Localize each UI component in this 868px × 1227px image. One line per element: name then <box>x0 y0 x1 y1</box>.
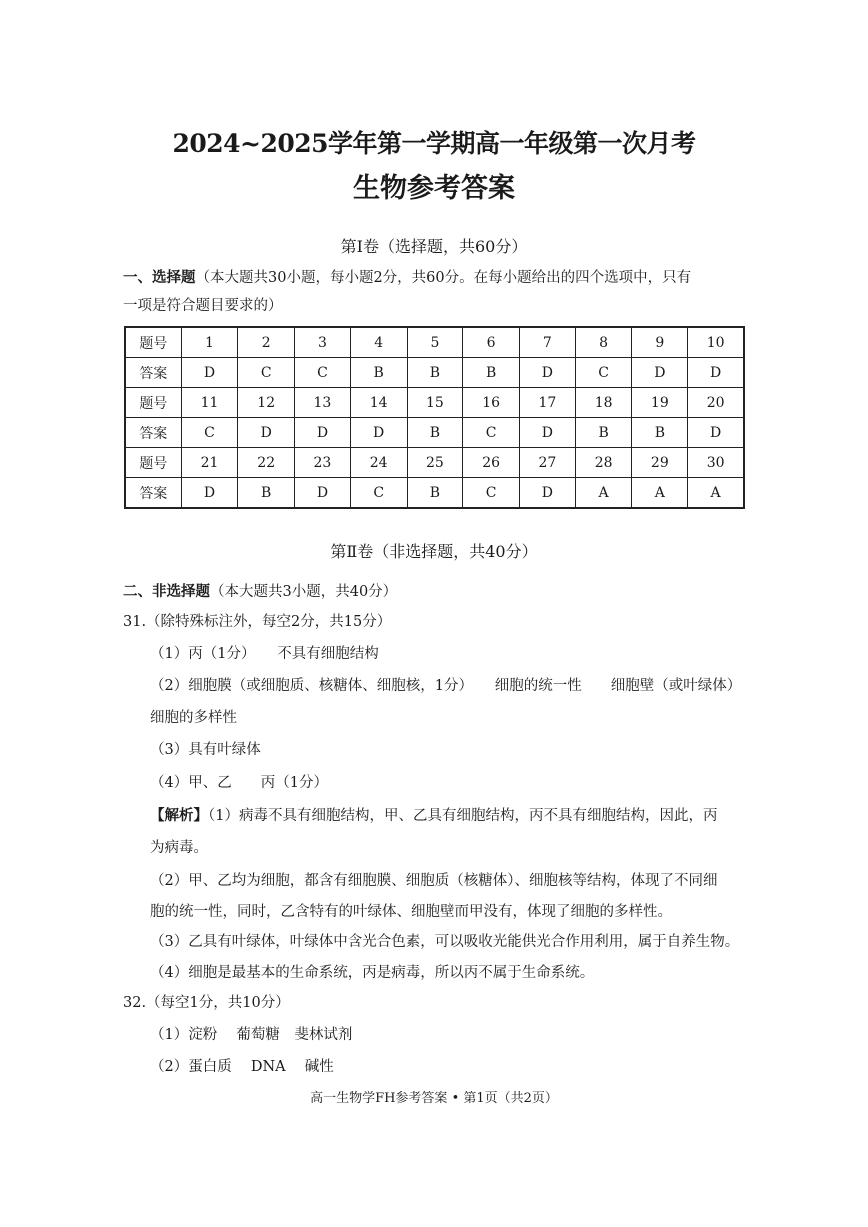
part1-instr-label: 一、选择题 <box>123 269 196 286</box>
q31-answer-2-line1: （2）细胞膜（或细胞质、核糖体、细胞核，1分） 细胞的统一性 细胞壁（或叶绿体） <box>150 678 742 694</box>
table-row <box>125 448 744 478</box>
table-row <box>125 358 744 388</box>
table-cell: D <box>181 358 238 388</box>
table-cell: 24 <box>350 448 407 478</box>
table-cell: 19 <box>632 388 688 418</box>
row-header-cell: 答案 <box>125 358 181 388</box>
q31-heading: 31.（除特殊标注外，每空2分，共15分） <box>123 614 392 630</box>
q31-explanation-1 <box>150 806 717 826</box>
table-cell: 23 <box>295 448 351 478</box>
table-row <box>125 478 744 509</box>
table-cell: B <box>575 418 632 448</box>
table-cell: D <box>688 358 744 388</box>
part1-heading: 第Ⅰ卷（选择题，共60分） <box>340 237 528 256</box>
table-cell: D <box>181 478 238 509</box>
table-cell: B <box>463 358 520 388</box>
table-cell: D <box>688 418 744 448</box>
table-cell: A <box>688 478 744 509</box>
part1-instr-text: （本大题共30小题，每小题2分，共60分。在每小题给出的四个选项中，只有 <box>195 270 692 286</box>
table-cell: B <box>632 418 688 448</box>
table-cell: A <box>632 478 688 509</box>
part1-instr-line2: 一项是符合题目要求的） <box>123 298 283 314</box>
table-cell: 28 <box>575 448 632 478</box>
table-cell: 17 <box>520 388 576 418</box>
table-cell: C <box>463 478 520 509</box>
table-cell: 21 <box>181 448 238 478</box>
table-cell: 6 <box>463 327 520 358</box>
table-cell: 4 <box>350 327 407 358</box>
table-cell: D <box>520 358 576 388</box>
q31-expl-1a: （1）病毒不具有细胞结构，甲、乙具有细胞结构，丙不具有细胞结构，因此，丙 <box>208 808 718 824</box>
table-row <box>125 327 744 358</box>
table-cell: 29 <box>632 448 688 478</box>
table-cell: A <box>575 478 632 509</box>
table-cell: 11 <box>181 388 238 418</box>
table-row <box>125 418 744 448</box>
table-cell: 13 <box>295 388 351 418</box>
table-cell: B <box>238 478 295 509</box>
q31-explanation-2b: 胞的统一性，同时，乙含特有的叶绿体、细胞壁而甲没有，体现了细胞的多样性。 <box>150 904 672 920</box>
table-cell: B <box>407 418 463 448</box>
q32-answer-2: （2）蛋白质 DNA 碱性 <box>150 1059 334 1075</box>
page-footer: 高一生物学FH参考答案 • 第1页（共2页） <box>310 1091 558 1106</box>
table-cell: 7 <box>520 327 576 358</box>
table-cell: B <box>407 478 463 509</box>
exam-title: 2024~2025学年第一学期高一年级第一次月考 <box>172 129 696 158</box>
table-cell: 8 <box>575 327 632 358</box>
part2-instr-text: （本大题共3小题，共40分） <box>210 584 398 600</box>
table-cell: C <box>238 358 295 388</box>
table-cell: D <box>295 478 351 509</box>
table-cell: 25 <box>407 448 463 478</box>
table-cell: 14 <box>350 388 407 418</box>
q31-answer-3: （3）具有叶绿体 <box>150 742 261 758</box>
table-cell: 16 <box>463 388 520 418</box>
row-header-cell: 题号 <box>125 388 181 418</box>
table-cell: 20 <box>688 388 744 418</box>
table-cell: D <box>520 418 576 448</box>
answer-subtitle: 生物参考答案 <box>353 173 515 204</box>
row-header-cell: 题号 <box>125 448 181 478</box>
row-header-cell: 答案 <box>125 418 181 448</box>
table-cell: C <box>181 418 238 448</box>
part2-instructions <box>123 582 397 602</box>
table-cell: 3 <box>295 327 351 358</box>
table-cell: 15 <box>407 388 463 418</box>
table-cell: 2 <box>238 327 295 358</box>
q31-answer-2-line2: 细胞的多样性 <box>150 710 237 726</box>
row-header-cell: 答案 <box>125 478 181 509</box>
table-cell: 10 <box>688 327 744 358</box>
table-cell: C <box>295 358 351 388</box>
table-cell: D <box>295 418 351 448</box>
q31-explanation-4: （4）细胞是最基本的生命系统，丙是病毒，所以丙不属于生命系统。 <box>150 965 595 981</box>
row-header-cell: 题号 <box>125 327 181 358</box>
q31-answer-4: （4）甲、乙 丙（1分） <box>150 775 328 791</box>
table-row <box>125 388 744 418</box>
table-cell: D <box>632 358 688 388</box>
part2-instr-label: 二、非选择题 <box>123 583 210 600</box>
part1-instructions <box>123 268 691 288</box>
q31-explanation-1b: 为病毒。 <box>150 840 208 856</box>
jiexi-label: 【解析】 <box>150 807 208 824</box>
table-cell: C <box>463 418 520 448</box>
table-cell: 22 <box>238 448 295 478</box>
table-cell: C <box>350 478 407 509</box>
table-cell: B <box>350 358 407 388</box>
table-cell: 1 <box>181 327 238 358</box>
q31-explanation-3: （3）乙具有叶绿体，叶绿体中含光合色素，可以吸收光能供光合作用利用，属于自养生物。 <box>150 934 740 950</box>
table-cell: 27 <box>520 448 576 478</box>
table-cell: 9 <box>632 327 688 358</box>
table-cell: B <box>407 358 463 388</box>
q31-explanation-2a: （2）甲、乙均为细胞，都含有细胞膜、细胞质（核糖体）、细胞核等结构，体现了不同细 <box>150 873 718 889</box>
part2-heading: 第Ⅱ卷（非选择题，共40分） <box>330 542 538 561</box>
table-cell: D <box>238 418 295 448</box>
table-cell: 12 <box>238 388 295 418</box>
q32-answer-1: （1）淀粉 葡萄糖 斐林试剂 <box>150 1027 353 1043</box>
table-cell: C <box>575 358 632 388</box>
table-cell: 5 <box>407 327 463 358</box>
table-cell: D <box>520 478 576 509</box>
q32-heading: 32.（每空1分，共10分） <box>123 995 290 1011</box>
table-cell: D <box>350 418 407 448</box>
answer-table <box>124 326 745 509</box>
table-cell: 18 <box>575 388 632 418</box>
table-cell: 30 <box>688 448 744 478</box>
table-cell: 26 <box>463 448 520 478</box>
q31-answer-1: （1）丙（1分） 不具有细胞结构 <box>150 646 379 662</box>
